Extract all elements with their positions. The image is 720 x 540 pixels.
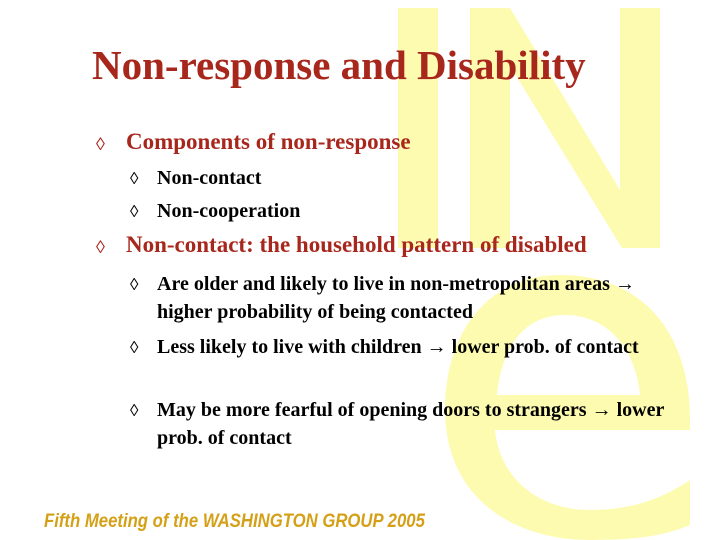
- slide-title: Non-response and Disability: [92, 42, 586, 88]
- diamond-bullet-icon: ◊: [130, 202, 139, 221]
- bullet-level2: [130, 333, 690, 361]
- diamond-bullet-icon: ◊: [96, 237, 105, 257]
- bullet-text: May be more fearful of opening doors to strangers → lower prob. of contact: [157, 399, 664, 449]
- bullet-level2: [130, 197, 690, 225]
- bullet-text: Non-contact: [157, 167, 262, 189]
- bullet-heading: Components of non-response: [126, 129, 411, 154]
- diamond-bullet-icon: ◊: [130, 401, 139, 420]
- bullet-level2: [130, 270, 690, 326]
- bullet-text: Less likely to live with children → lower prob. of contact: [157, 336, 639, 358]
- bullet-text: Non-cooperation: [157, 200, 301, 222]
- bullet-level2: [130, 164, 690, 192]
- bullet-text: Are older and likely to live in non-metropolitan areas → higher probability of being contacted: [157, 273, 635, 323]
- bullet-level2: [130, 396, 690, 452]
- diamond-bullet-icon: ◊: [130, 169, 139, 188]
- diamond-bullet-icon: ◊: [130, 338, 139, 357]
- footer-text: Fifth Meeting of the WASHINGTON GROUP 2005: [44, 511, 425, 532]
- bullet-heading: Non-contact: the household pattern of disabled: [126, 232, 587, 257]
- diamond-bullet-icon: ◊: [130, 275, 139, 294]
- diamond-bullet-icon: ◊: [96, 134, 105, 154]
